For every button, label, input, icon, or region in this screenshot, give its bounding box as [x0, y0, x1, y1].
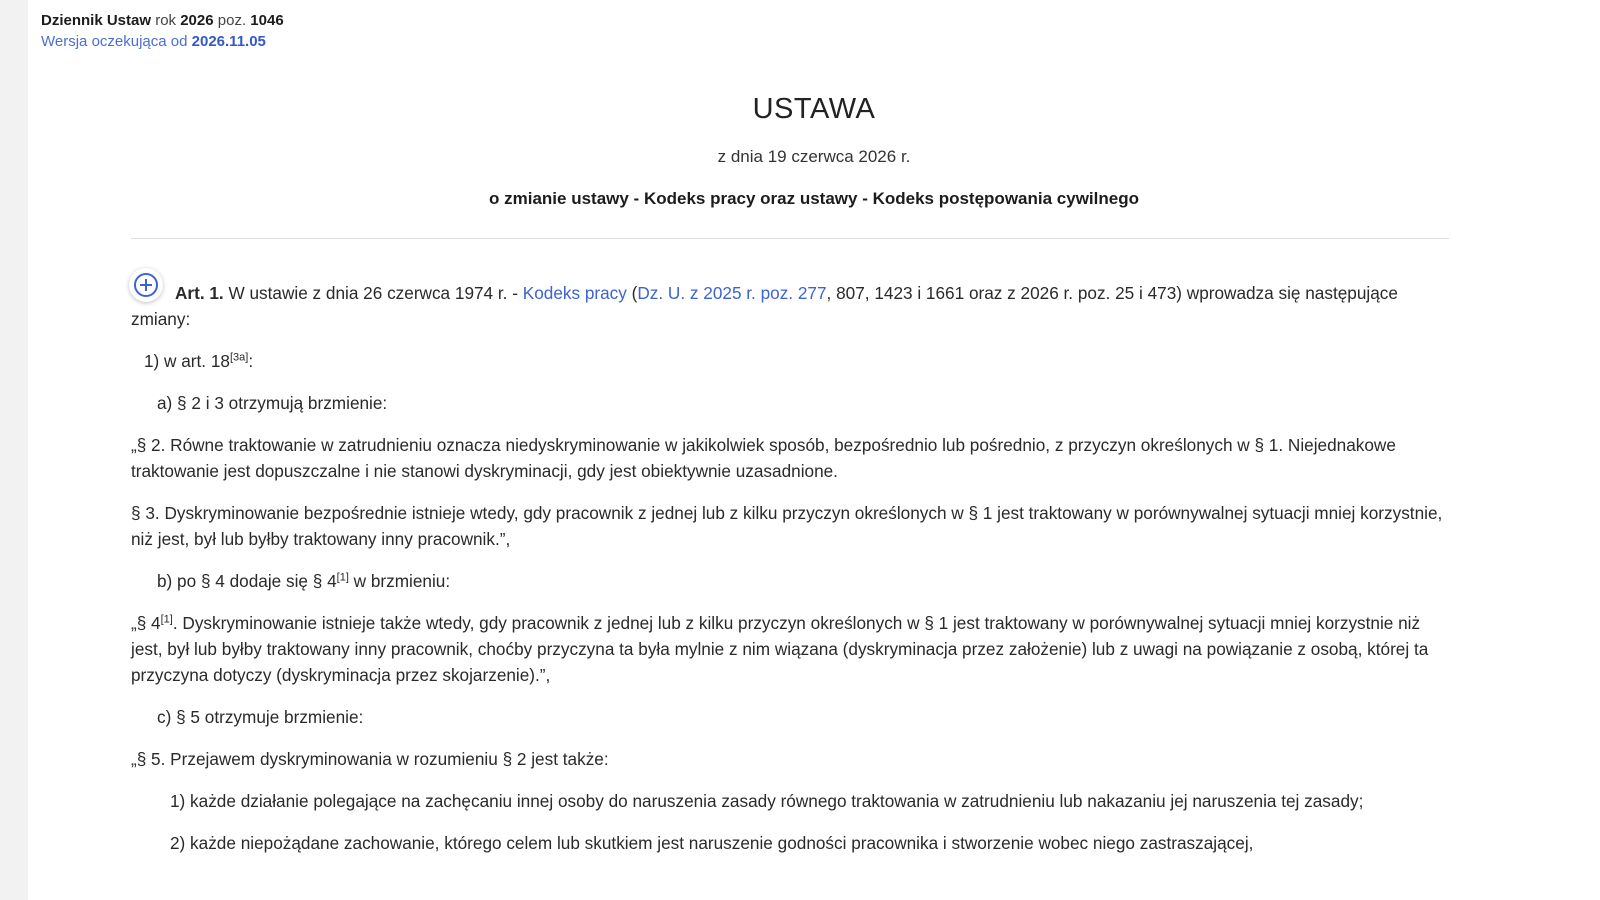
point-1 — [131, 348, 1453, 374]
act-subject: o zmianie ustawy - Kodeks pracy oraz ustawy - Kodeks postępowania cywilnego — [489, 189, 1139, 208]
letter-b-tail: w brzmieniu: — [348, 571, 451, 591]
article-text-after: , 807, 1423 i 1661 oraz z 2026 r. poz. 25 i 473) wprowadza się następujące zmiany: — [131, 283, 1398, 329]
act-body — [131, 272, 1453, 856]
quote-paragraph-2: „§ 2. Równe traktowanie w zatrudnieniu oznacza niedyskryminowanie w jakikolwiek sposób, bezpośrednio lub pośrednio, z przyczyn określonych w § 1. Niejednakowe traktowanie jest dopuszczalne i nie stanowi dyskryminacji, gdy jest obiektywnie uzasadnione. — [131, 435, 1396, 481]
act-title: USTAWA — [752, 93, 876, 125]
quote-4-1-superscript: [1] — [160, 613, 173, 626]
article-label: Art. 1. — [175, 283, 224, 303]
document-page — [28, 0, 1600, 900]
paragraph-5-point-2: 2) każde niepożądane zachowanie, którego celem lub skutkiem jest naruszenie godności pracownika i stworzenie wobec niego zastraszającej, — [170, 833, 1254, 853]
version-info[interactable] — [41, 31, 284, 52]
journal-position: 1046 — [250, 12, 284, 29]
quote-4-1-text: . Dyskryminowanie istnieje także wtedy, gdy pracownik z jednej lub z kilku przyczyn określonych w § 1 jest traktowany w porównywalnej sytuacji mniej korzystnie niż jest, był lub byłby traktowany inny pracownik, choćby przyczyna ta była mylnie z nim wiązana (dyskryminacja przez założenie) lub z uwagi na powiązanie z osobą, której ta przyczyna dotyczy (dyskryminacja przez skojarzenie).”, — [131, 613, 1429, 685]
quote-paragraph-3: § 3. Dyskryminowanie bezpośrednie istnieje wtedy, gdy pracownik z jednej lub z kilku przyczyn określonych w § 1 jest traktowany w porównywalnej sytuacji mniej korzystnie, niż jest, był lub byłby traktowany inny pracownik.”, — [131, 503, 1443, 549]
plus-circle-icon[interactable] — [129, 268, 163, 302]
journal-reference — [41, 10, 284, 31]
letter-b-superscript: [1] — [336, 571, 349, 584]
publication-meta — [41, 10, 284, 52]
paragraph-5-point-1: 1) każde działanie polegające na zachęcaniu innej osoby do naruszenia zasady równego traktowania w zatrudnieniu lub nakazaniu jej naruszenia tej zasady; — [170, 791, 1364, 811]
quote-paragraph-4-1 — [131, 610, 1453, 688]
letter-a: a) § 2 i 3 otrzymują brzmienie: — [157, 393, 388, 413]
article-text-before: W ustawie z dnia 26 czerwca 1974 r. - — [223, 283, 523, 303]
journal-link[interactable]: Dz. U. z 2025 r. poz. 277 — [637, 283, 827, 303]
journal-name: Dziennik Ustaw — [41, 12, 152, 29]
quote-paragraph-5: „§ 5. Przejawem dyskryminowania w rozumieniu § 2 jest także: — [131, 749, 609, 769]
article-1 — [131, 272, 1453, 332]
point-1-tail: : — [248, 351, 254, 371]
version-date: 2026.11.05 — [191, 33, 266, 50]
letter-b-text: b) po § 4 dodaje się § 4 — [157, 571, 337, 591]
kodeks-pracy-link[interactable]: Kodeks pracy — [522, 283, 627, 303]
letter-b — [131, 568, 1453, 594]
quote-4-1-prefix: „§ 4 — [131, 613, 161, 633]
act-date: z dnia 19 czerwca 2026 r. — [717, 147, 911, 166]
header-divider — [131, 238, 1449, 239]
year-label: rok — [155, 12, 177, 29]
point-1-text: 1) w art. 18 — [144, 351, 230, 371]
position-label: poz. — [217, 12, 247, 29]
paren-open: ( — [626, 283, 638, 303]
letter-c: c) § 5 otrzymuje brzmienie: — [157, 707, 364, 727]
version-label: Wersja oczekująca od — [41, 33, 188, 50]
point-1-superscript: [3a] — [229, 351, 249, 364]
journal-year: 2026 — [180, 12, 214, 29]
